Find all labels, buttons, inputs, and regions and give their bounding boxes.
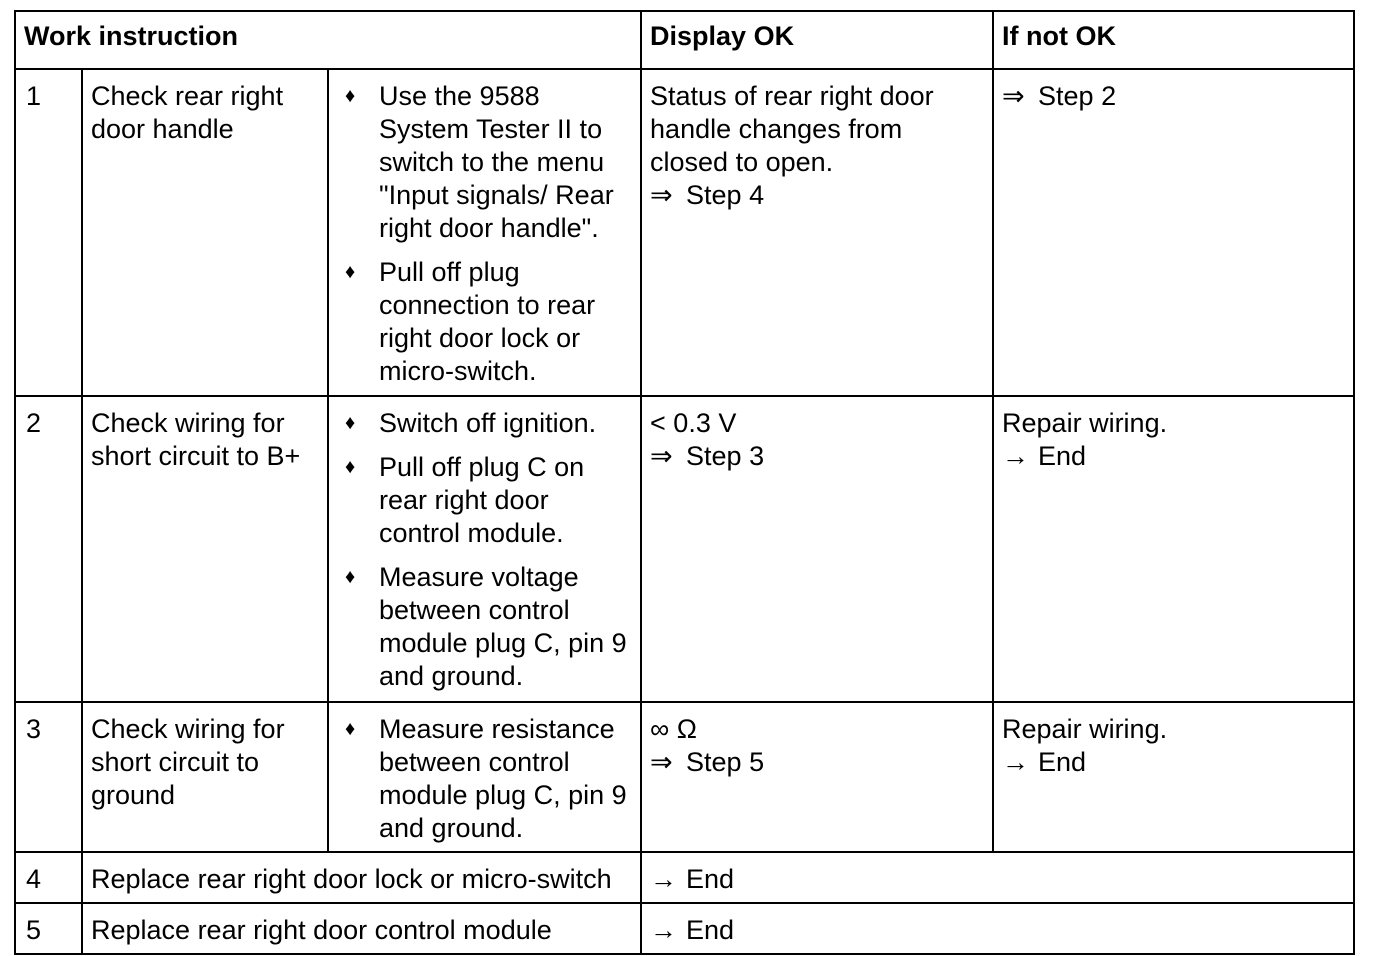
end-text: End <box>686 864 735 894</box>
table-row <box>15 69 1354 396</box>
check-description: Check rear right door handle <box>82 69 328 396</box>
list-item <box>337 713 632 845</box>
list-item <box>337 256 632 388</box>
header-work-instruction: Work instruction <box>15 11 641 69</box>
step-number: 2 <box>15 396 82 702</box>
table-row <box>15 702 1354 852</box>
list-item <box>337 407 632 440</box>
result-cell <box>641 852 1354 903</box>
list-item <box>337 80 632 245</box>
list-item <box>337 561 632 693</box>
action-list-cell <box>328 702 641 852</box>
action-list <box>337 80 632 388</box>
diamond-bullet-icon: ♦ <box>345 412 356 434</box>
list-item <box>337 451 632 550</box>
check-description: Check wiring for short circuit to B+ <box>82 396 328 702</box>
next-step-text: Step 4 <box>686 180 765 210</box>
action-text: Pull off plug C on rear right door control module. <box>379 452 585 548</box>
table-header-row <box>15 11 1354 69</box>
action-text: Use the 9588 System Tester II to switch to the menu "Input signals/ Rear right door handle". <box>379 81 614 243</box>
display-ok-cell <box>641 69 993 396</box>
action-text: Pull off plug connection to rear right door lock or micro-switch. <box>379 257 596 386</box>
end-text: End <box>1038 441 1087 471</box>
header-if-not-ok: If not OK <box>993 11 1354 69</box>
if-not-ok-next <box>1002 746 1345 779</box>
end-text: End <box>686 915 735 945</box>
work-instruction-table <box>14 10 1355 955</box>
diamond-bullet-icon: ♦ <box>345 456 356 478</box>
if-not-ok-text: Repair wiring. <box>1002 714 1168 744</box>
next-step-text: Step 3 <box>686 441 765 471</box>
step-number: 3 <box>15 702 82 852</box>
if-not-ok-cell <box>993 702 1354 852</box>
action-list <box>337 407 632 693</box>
step-number: 1 <box>15 69 82 396</box>
step-number: 5 <box>15 903 82 954</box>
display-ok-cell <box>641 702 993 852</box>
arrow-right-icon: → <box>1002 441 1030 471</box>
result-next <box>650 914 1345 947</box>
diamond-bullet-icon: ♦ <box>345 718 356 740</box>
next-step-text: Step 2 <box>1038 81 1117 111</box>
display-ok-text: ∞ Ω <box>650 714 697 744</box>
if-not-ok-cell <box>993 396 1354 702</box>
double-arrow-right-icon: ⇒ <box>1002 81 1025 111</box>
end-text: End <box>1038 747 1087 777</box>
if-not-ok-next <box>1002 440 1345 473</box>
diamond-bullet-icon: ♦ <box>345 566 356 588</box>
if-not-ok-next <box>1002 80 1345 113</box>
next-step-text: Step 5 <box>686 747 765 777</box>
display-ok-text: < 0.3 V <box>650 408 737 438</box>
if-not-ok-cell <box>993 69 1354 396</box>
if-not-ok-text: Repair wiring. <box>1002 408 1168 438</box>
diamond-bullet-icon: ♦ <box>345 261 356 283</box>
display-ok-next <box>650 179 984 212</box>
action-list-cell <box>328 69 641 396</box>
action-text: Measure resistance between control module plug C, pin 9 and ground. <box>379 714 627 843</box>
double-arrow-right-icon: ⇒ <box>650 441 673 471</box>
instruction-text: Replace rear right door lock or micro-switch <box>82 852 641 903</box>
display-ok-cell <box>641 396 993 702</box>
arrow-right-icon: → <box>1002 747 1030 777</box>
table-row <box>15 396 1354 702</box>
action-text: Switch off ignition. <box>379 408 597 438</box>
header-display-ok: Display OK <box>641 11 993 69</box>
step-number: 4 <box>15 852 82 903</box>
action-list <box>337 713 632 845</box>
display-ok-next <box>650 440 984 473</box>
action-list-cell <box>328 396 641 702</box>
table-row <box>15 852 1354 903</box>
result-cell <box>641 903 1354 954</box>
arrow-right-icon: → <box>650 915 678 945</box>
diamond-bullet-icon: ♦ <box>345 85 356 107</box>
double-arrow-right-icon: ⇒ <box>650 180 673 210</box>
instruction-text: Replace rear right door control module <box>82 903 641 954</box>
action-text: Measure voltage between control module plug C, pin 9 and ground. <box>379 562 627 691</box>
display-ok-next <box>650 746 984 779</box>
table-row <box>15 903 1354 954</box>
double-arrow-right-icon: ⇒ <box>650 747 673 777</box>
check-description: Check wiring for short circuit to ground <box>82 702 328 852</box>
arrow-right-icon: → <box>650 864 678 894</box>
result-next <box>650 863 1345 896</box>
display-ok-text: Status of rear right door handle changes from closed to open. <box>650 81 934 177</box>
